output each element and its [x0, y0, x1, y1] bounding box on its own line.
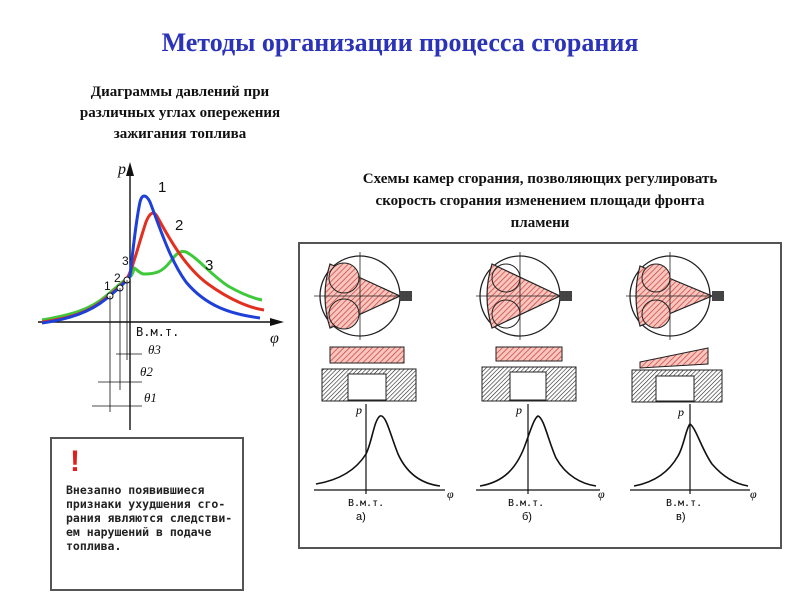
scheme-tdc-label: В.м.т. [508, 498, 545, 509]
theta3-label: θ3 [148, 342, 161, 357]
curve-label-2: 2 [175, 217, 184, 234]
scheme-p-label: p [516, 403, 522, 417]
warning-line: ем нарушений в подаче [66, 525, 212, 539]
warning-line: топлива. [66, 539, 122, 553]
chamber-schemes [300, 244, 780, 547]
scheme-curve [480, 416, 596, 486]
head-section [330, 347, 404, 363]
scheme-tdc-label: В.м.т. [666, 498, 703, 509]
exclamation-icon: ! [70, 445, 80, 478]
head-section [496, 347, 562, 361]
piston-cavity [656, 376, 694, 401]
scheme-phi-label: φ [750, 487, 757, 501]
p-axis-arrow [126, 162, 134, 176]
warning-text [66, 483, 236, 553]
valve-circle [642, 300, 670, 328]
curve-label-1: 1 [158, 179, 167, 196]
piston-cavity [510, 372, 546, 400]
scheme-phi-label: φ [447, 487, 454, 501]
scheme-sublabel: а) [356, 511, 366, 523]
warning-line: рания являются следстви- [66, 511, 233, 525]
point-label-1: 1 [104, 279, 111, 293]
axis-p-label: p [118, 161, 126, 178]
pressure-diagram [30, 150, 300, 435]
caption-line: Схемы камер сгорания, позволяющих регулировать [362, 171, 718, 187]
theta2-label: θ2 [140, 364, 153, 379]
valve-circle [329, 263, 359, 293]
curve-label-3: 3 [205, 257, 214, 274]
spark-plug [400, 291, 412, 301]
warning-note [50, 437, 244, 591]
scheme-a [314, 252, 454, 523]
pressure-diagram-caption [30, 82, 330, 145]
head-section [640, 348, 708, 368]
caption-line: скорость сгорания изменением площади фронта [375, 193, 705, 209]
scheme-tdc-label: В.м.т. [348, 498, 385, 509]
chamber-schemes-panel [298, 242, 782, 549]
scheme-curve [316, 416, 440, 486]
valve-circle [642, 264, 670, 292]
scheme-b [476, 252, 605, 523]
valve-circle [329, 299, 359, 329]
spark-plug [712, 291, 724, 301]
theta1-label: θ1 [144, 390, 157, 405]
warning-line: Внезапно появившиеся [66, 483, 205, 497]
scheme-sublabel: в) [676, 511, 686, 523]
axis-phi-label: φ [270, 330, 279, 347]
caption-line: пламени [510, 215, 570, 231]
caption-line: Диаграммы давлений при [90, 84, 270, 100]
scheme-p-label: p [678, 405, 684, 419]
scheme-c [626, 252, 757, 523]
piston-cavity [348, 374, 386, 400]
caption-line: различных углах опережения [79, 105, 281, 121]
tdc-label: В.м.т. [136, 325, 180, 339]
caption-line: зажигания топлива [113, 126, 247, 142]
scheme-sublabel: б) [522, 511, 532, 523]
chambers-caption [290, 168, 790, 234]
curve-2 [42, 213, 264, 322]
spark-plug [560, 291, 572, 301]
warning-line: признаки ухудшения сго- [66, 497, 226, 511]
point-label-2: 2 [114, 271, 121, 285]
scheme-curve [634, 424, 748, 486]
page-title: Методы организации процесса сгорания [161, 28, 639, 57]
scheme-phi-label: φ [598, 487, 605, 501]
point-label-3: 3 [122, 254, 129, 268]
scheme-p-label: p [356, 403, 362, 417]
phi-axis-arrow [270, 318, 284, 326]
